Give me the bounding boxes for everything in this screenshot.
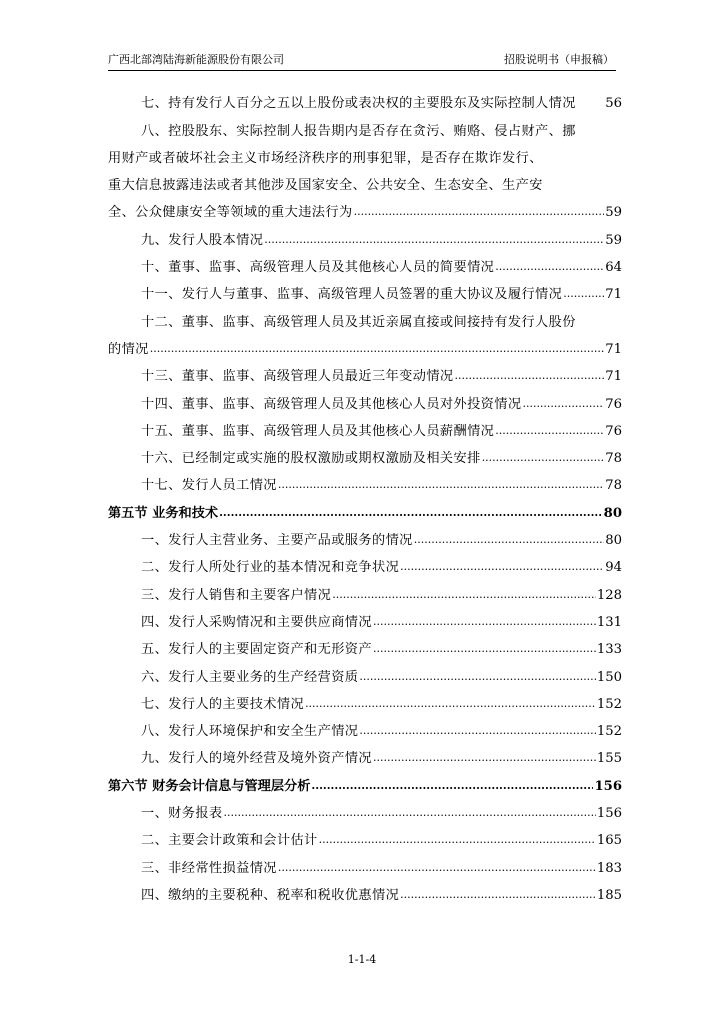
toc-entry[interactable]: [108, 739, 622, 766]
toc-leader-dots: [373, 614, 596, 630]
toc-entry-title: 十六、已经制定或实施的股权激励或期权激励及相关安排: [141, 451, 481, 467]
toc-entry-page: 71: [605, 369, 622, 385]
toc-entry-title: 五、发行人的主要固定资产和无形资产: [141, 642, 372, 658]
toc-entry-page: 80: [603, 505, 622, 521]
toc-entry-page: 78: [605, 478, 622, 494]
toc-leader-dots: [400, 559, 604, 575]
toc-leader-dots: [522, 396, 604, 412]
toc-entry[interactable]: [108, 712, 622, 739]
toc-entry-page: 185: [596, 887, 622, 903]
toc-leader-dots: [150, 341, 604, 357]
toc-leader-dots: [563, 286, 604, 302]
toc-leader-dots: [373, 641, 596, 657]
toc-leader-dots: [278, 477, 604, 493]
toc-entry-page: 150: [596, 669, 622, 685]
toc-entry[interactable]: [108, 548, 622, 575]
toc-entry-page: 94: [605, 560, 622, 576]
table-of-contents: [108, 84, 622, 903]
toc-section-title: 第五节 业务和技术: [108, 505, 219, 521]
toc-entry-page: 56: [605, 96, 622, 112]
page-header: [108, 52, 616, 71]
toc-entry-continuation[interactable]: [108, 166, 622, 193]
toc-entry-page: 152: [596, 724, 622, 740]
toc-entry-title: 四、发行人采购情况和主要供应商情况: [141, 614, 372, 630]
toc-entry[interactable]: [108, 575, 622, 602]
toc-entry-title: 四、缴纳的主要税种、税率和税收优惠情况: [141, 887, 400, 903]
toc-entry-title: 七、发行人的主要技术情况: [141, 696, 305, 712]
toc-entry-page: 76: [605, 396, 622, 412]
toc-entry[interactable]: [108, 275, 622, 302]
toc-entry[interactable]: [108, 220, 622, 247]
toc-entry-page: 155: [596, 751, 622, 767]
toc-entry-page: 64: [605, 260, 622, 276]
toc-entry-page: 59: [605, 205, 622, 221]
toc-entry[interactable]: [108, 248, 622, 275]
page-number: 1-1-4: [347, 953, 377, 966]
toc-leader-dots: [495, 259, 604, 275]
header-company-name: 广西北部湾陆海新能源股份有限公司: [108, 53, 284, 66]
toc-entry[interactable]: [108, 821, 622, 848]
toc-leader-dots: [319, 832, 596, 848]
toc-entry[interactable]: [108, 848, 622, 875]
toc-entry-page: 156: [596, 806, 622, 822]
toc-leader-dots: [224, 805, 596, 821]
toc-entry[interactable]: [108, 794, 622, 821]
toc-entry-title: 十五、董事、监事、高级管理人员及其他核心人员薪酬情况: [141, 423, 495, 439]
toc-leader-dots: [311, 778, 593, 794]
toc-entry-title: 二、主要会计政策和会计估计: [141, 833, 318, 849]
toc-leader-dots: [354, 204, 605, 220]
toc-entry-page: 131: [596, 614, 622, 630]
toc-entry-title: 十三、董事、监事、高级管理人员最近三年变动情况: [141, 369, 454, 385]
toc-entry-continuation[interactable]: [108, 139, 622, 166]
toc-section-heading[interactable]: [108, 493, 622, 520]
toc-entry-page: 78: [605, 451, 622, 467]
toc-leader-dots: [373, 750, 596, 766]
toc-entry-page: 71: [605, 341, 622, 357]
toc-entry-title: 重大信息披露违法或者其他涉及国家安全、公共安全、生态安全、生产安: [108, 178, 543, 194]
toc-leader-dots: [400, 887, 596, 903]
toc-entry-title: 八、控股股东、实际控制人报告期内是否存在贪污、贿赂、侵占财产、挪: [141, 123, 576, 139]
toc-entry-page: 152: [596, 696, 622, 712]
toc-entry-title: 十二、董事、监事、高级管理人员及其近亲属直接或间接持有发行人股份: [141, 314, 576, 330]
toc-entry-title: 十七、发行人员工情况: [141, 478, 277, 494]
toc-entry[interactable]: [108, 630, 622, 657]
toc-leader-dots: [332, 587, 596, 603]
toc-entry-title: 十、董事、监事、高级管理人员及其他核心人员的简要情况: [141, 260, 495, 276]
toc-entry[interactable]: [108, 876, 622, 903]
header-document-title: 招股说明书（申报稿）: [504, 53, 614, 66]
toc-entry[interactable]: [108, 302, 622, 329]
toc-entry[interactable]: [108, 466, 622, 493]
toc-entry[interactable]: [108, 384, 622, 411]
toc-leader-dots: [482, 450, 605, 466]
toc-entry[interactable]: [108, 521, 622, 548]
toc-entry[interactable]: [108, 357, 622, 384]
toc-entry-page: 59: [605, 232, 622, 248]
toc-entry-title: 三、非经常性损益情况: [141, 860, 277, 876]
toc-entry-continuation[interactable]: [108, 330, 622, 357]
toc-leader-dots: [359, 723, 595, 739]
toc-entry-title: 八、发行人环境保护和安全生产情况: [141, 724, 359, 740]
toc-leader-dots: [278, 860, 596, 876]
toc-entry-title: 全、公众健康安全等领域的重大违法行为: [108, 205, 353, 221]
toc-leader-dots: [305, 696, 596, 712]
toc-entry-title: 的情况: [108, 341, 149, 357]
toc-entry-page: 128: [596, 587, 622, 603]
toc-entry[interactable]: [108, 412, 622, 439]
toc-entry-title: 九、发行人的境外经营及境外资产情况: [141, 751, 372, 767]
toc-entry-page: 165: [596, 833, 622, 849]
toc-leader-dots: [359, 669, 595, 685]
toc-section-title: 第六节 财务会计信息与管理层分析: [108, 778, 311, 794]
toc-entry-title: 用财产或者破坏社会主义市场经济秩序的刑事犯罪，是否存在欺诈发行、: [108, 150, 543, 166]
toc-entry[interactable]: [108, 657, 622, 684]
toc-entry-title: 一、发行人主营业务、主要产品或服务的情况: [141, 533, 413, 549]
toc-entry-title: 九、发行人股本情况: [141, 232, 264, 248]
toc-entry-title: 一、财务报表: [141, 806, 223, 822]
toc-entry-title: 七、持有发行人百分之五以上股份或表决权的主要股东及实际控制人情况: [141, 96, 576, 112]
toc-entry-page: 183: [596, 860, 622, 876]
toc-entry-page: 133: [596, 642, 622, 658]
toc-leader-dots: [495, 423, 604, 439]
toc-entry[interactable]: [108, 439, 622, 466]
toc-entry-page: 76: [605, 423, 622, 439]
toc-section-heading[interactable]: [108, 766, 622, 793]
toc-entry-title: 十四、董事、监事、高级管理人员及其他核心人员对外投资情况: [141, 396, 522, 412]
toc-entry[interactable]: [108, 685, 622, 712]
toc-entry[interactable]: [108, 111, 622, 138]
toc-entry-title: 十一、发行人与董事、监事、高级管理人员签署的重大协议及履行情况: [141, 287, 563, 303]
toc-entry-continuation[interactable]: [108, 193, 622, 220]
toc-leader-dots: [219, 505, 603, 521]
toc-leader-dots: [414, 532, 604, 548]
toc-entry[interactable]: [108, 603, 622, 630]
toc-entry-title: 二、发行人所处行业的基本情况和竞争状况: [141, 560, 400, 576]
toc-entry-page: 71: [605, 287, 622, 303]
toc-entry-page: 80: [605, 533, 622, 549]
toc-entry[interactable]: [108, 84, 622, 111]
toc-leader-dots: [455, 368, 605, 384]
toc-entry-page: 156: [594, 778, 622, 794]
toc-leader-dots: [264, 232, 604, 248]
toc-entry-title: 六、发行人主要业务的生产经营资质: [141, 669, 359, 685]
toc-entry-title: 三、发行人销售和主要客户情况: [141, 587, 332, 603]
